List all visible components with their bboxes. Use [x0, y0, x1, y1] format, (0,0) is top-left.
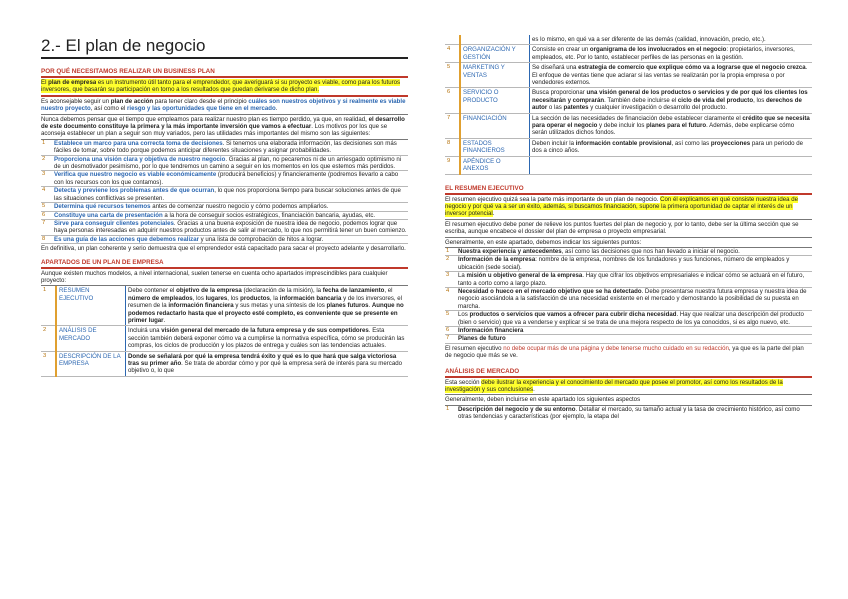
table-row [445, 35, 812, 45]
row-number: 5 [445, 63, 460, 88]
row-description: Incluirá una visión general del mercado de la futura empresa y de sus competidores. Esta sección también deberá exponer cómo va a cumplirse la normativa específica, cómo se producirán las compras, los ciclos de producción y los plazos de entrega y cuáles son las tendencias actuales. [126, 326, 409, 351]
list-item [41, 236, 408, 244]
row-description: Deben incluir la información contable provisional, así como las proyecciones para un periodo de dos a cinco años. [530, 138, 813, 156]
item-number: 6 [42, 211, 46, 218]
item-number: 3 [446, 272, 450, 279]
row-label: FINANCIACIÓN [460, 113, 530, 138]
list-item: 2 Información de la empresa: nombre de la empresa, nombres de los fundadores y sus funciones, número de empleados y ubicación (sede social). [445, 256, 812, 272]
row-label: ORGANIZACIÓN Y GESTIÓN [460, 45, 530, 63]
row-number: 7 [445, 113, 460, 138]
list-item [41, 212, 408, 220]
right-column [445, 0, 812, 421]
list-item: 4 Necesidad o hueco en el mercado objetivo que se ha detectado. Debe presentarse nuestra futura empresa y nuestra idea de negocio asociándola a la satisfacción de una necesidad existente en el mercado y demostrando la posibilidad de su puesta en marcha. [445, 288, 812, 311]
row-description: La sección de las necesidades de financiación debe establecer claramente el crédito que se necesita para operar el negocio y debe incluir los planes para el futuro. Además, debe explicarse cómo serán utilizados dichos fondos. [530, 113, 813, 138]
sections-table [41, 286, 408, 376]
item-number: 2 [42, 155, 46, 162]
text: plan de acción [110, 97, 154, 105]
row-label: DESCRIPCIÓN DE LA EMPRESA [56, 351, 126, 376]
table-row [445, 63, 812, 88]
text: Sirve para conseguir clientes potenciales [54, 219, 174, 227]
text: Determina qué recursos tenemos [54, 203, 151, 211]
row-label: ESTADOS FINANCIEROS [460, 138, 530, 156]
list-item [41, 171, 408, 187]
text: es un instrumento útil tanto para el emprendedor, que averiguará si su proyecto es viable, como para los futuros inversores, que basarán su participación en torno a los resultados que puedan derivarse de dicho plan. [41, 79, 401, 94]
text: Establece un marco para una correcta toma de decisiones [54, 139, 223, 147]
text: , ya que es la parte del plan de negocio que más se ve. [445, 344, 804, 360]
item-number: 6 [446, 327, 450, 333]
item-number: 4 [42, 187, 46, 194]
list-item [41, 203, 408, 211]
table-row [41, 351, 408, 376]
text: Nunca debemos pensar que el tiempo que empleamos para realizar nuestro plan es tiempo perdido, ya que, en realidad, [41, 115, 369, 123]
text: no debe ocupar más de una página y debe tenerse mucho cuidado en su redacción [503, 344, 729, 352]
section-title-market: ANÁLISIS DE MERCADO [445, 367, 520, 375]
table-row [445, 45, 812, 63]
row-number: 8 [445, 138, 460, 156]
list-item [41, 187, 408, 203]
text: el desarrollo de este documento constituye la primera y la más importante inversión que vamos a efectuar [41, 115, 405, 131]
paragraph: Generalmente, deben incluirse en este apartado los siguientes aspectos [445, 395, 812, 405]
item-number: 1 [446, 247, 450, 254]
text: . Gracias al plan, no pecaremos ni de un arriesgado optimismo ni de un desmotivador pesimismo, por lo que tendremos un camino a seguir en los momentos en los que estemos más perdidos. [54, 155, 402, 171]
item-number: 1 [446, 405, 450, 412]
paragraph [41, 97, 408, 115]
executive-points-list [445, 248, 812, 344]
item-number: 1 [42, 139, 46, 146]
text: . [492, 210, 495, 218]
row-number [445, 35, 460, 45]
table-row [445, 113, 812, 138]
row-label: MARKETING Y VENTAS [460, 63, 530, 88]
text: El resumen ejecutivo [445, 344, 504, 352]
row-description: Busca proporcionar una visión general de los productos o servicios y de por qué los clientes los necesitarán y comprarán. También debe incluirse el ciclo de vida del producto, los derechos de autor o las patentes y cualquier investigación o desarrollo del producto. [530, 88, 813, 113]
table-row [41, 286, 408, 326]
item-number: 7 [42, 219, 46, 226]
text: antes de comenzar nuestro negocio y cómo podemos ampliarlos. [150, 203, 329, 211]
text: Verifica que nuestro negocio es viable económicamente [54, 171, 217, 179]
list-item: 1 Descripción del negocio y de su entorno. Detallar el mercado, su tamaño actual y la tasa de crecimiento histórico, así como otras tendencias y características (por ejemplo, la etapa del [446, 405, 800, 421]
text: Detecta y previene los problemas antes de que ocurran [54, 187, 215, 195]
item-number: 5 [446, 311, 450, 318]
row-label: RESUMEN EJECUTIVO [56, 286, 126, 326]
paragraph: El resumen ejecutivo debe poner de relieve los puntos fuertes del plan de negocio y, por lo tanto, debe ser la última sección que se escriba, aunque encabece el dossier del plan de empresa o proyecto empresarial. [445, 220, 812, 238]
section-title-sections: APARTADOS DE UN PLAN DE EMPRESA [41, 258, 164, 266]
table-row [445, 156, 812, 174]
text: cuáles son nuestros objetivos y si realmente es viable nuestro proyecto [41, 97, 406, 113]
table-row [445, 138, 812, 156]
paragraph [41, 115, 408, 140]
sections-table-cont [445, 35, 812, 175]
paragraph [445, 195, 812, 220]
table-row [445, 88, 812, 113]
text: debe ilustrar la experiencia y el conocimiento del mercado que posee el promotor, así como los resultados de la investigación y sus conclusiones [445, 378, 783, 394]
list-item [41, 156, 408, 172]
item-number: 4 [446, 287, 450, 294]
row-number: 3 [41, 351, 56, 376]
row-description: Debe contener el objetivo de la empresa (declaración de la misión), la fecha de lanzamiento, el número de empleados, los lugares, los productos, la información bancaria y de los inversores, el resumen de la información financiera y sus metas y una síntesis de los planes futuros. Aunque no podemos redactarlo hasta que el proyecto esté completo, es conveniente que se presente en primer lugar. [126, 286, 409, 326]
row-description [530, 156, 813, 174]
list-item: 7 Planes de futuro [445, 335, 812, 343]
text: El [41, 79, 49, 86]
section-title-executive: EL RESUMEN EJECUTIVO [445, 184, 524, 192]
text: . Los motivos por los que se aconseja establecer un plan a seguir son muy variados, pero las utilidades más importantes del mismo son las siguientes: [41, 123, 388, 138]
text: El resumen ejecutivo quizá sea la parte más importante de un plan de negocio. [445, 195, 661, 203]
text: Con él explicamos en qué consiste nuestra idea de negocio y por qué va a ser un éxito, además, si buscamos financiación, supone la primera oportunidad de captar el interés de un inversor potencial [445, 195, 798, 218]
item-number: 8 [42, 235, 46, 242]
row-number: 4 [445, 45, 460, 63]
text: riesgo y las oportunidades que tiene en el mercado [127, 105, 276, 113]
row-label: APÉNDICE O ANEXOS [460, 156, 530, 174]
paragraph: Aunque existen muchos modelos, a nivel internacional, suelen tenerse en cuenta ocho apartados imprescindibles para cualquier proyecto: [41, 269, 408, 287]
paragraph [41, 78, 408, 97]
text: , lo que nos proporciona tiempo para buscar soluciones antes de que las situaciones conflictivas se presenten. [54, 187, 401, 202]
paragraph: Generalmente, en este apartado, debemos indicar los siguientes puntos: [445, 238, 812, 248]
row-number: 6 [445, 88, 460, 113]
list-item [41, 140, 408, 156]
item-number: 3 [42, 171, 46, 178]
row-description: Donde se señalará por qué la empresa tendrá éxito y qué es lo que hará que salga victoriosa tras su primer año. Se trata de abordar cómo y por qué la empresa será de interés para su mercado objetivo o, lo que [126, 351, 409, 376]
text: Es aconsejable seguir un [41, 97, 111, 105]
text: plan de empresa [48, 79, 97, 86]
text: y una lista de comprobación de hitos a lograr. [198, 235, 324, 243]
market-list [445, 406, 812, 421]
row-label [460, 35, 530, 45]
row-label: ANÁLISIS DE MERCADO [56, 326, 126, 351]
item-number: 7 [446, 335, 450, 342]
table-row [41, 326, 408, 351]
row-description: Se diseñará una estrategia de comercio que explique cómo va a lograrse que el negocio crezca. El enfoque de ventas tiene que aclarar si las ventas se realizarán por la propia empresa o por vendedores externos. [530, 63, 813, 88]
benefits-list [41, 140, 408, 244]
row-description: es lo mismo, en qué va a ser diferente de las demás (calidad, innovación, precio, etc.). [530, 35, 813, 45]
list-item: 6 Información financiera [445, 327, 812, 335]
paragraph [445, 378, 812, 396]
item-number: 5 [42, 203, 46, 210]
page-title: 2.- El plan de negocio [41, 36, 408, 59]
text: Proporciona una visión clara y objetiva de nuestro negocio [54, 155, 226, 163]
row-description: Consiste en crear un organigrama de los involucrados en el negocio: propietarios, inversores, empleados, etc. Por lo tanto, establecer perfiles de las personas en la gestión. [530, 45, 813, 63]
row-number: 1 [41, 286, 56, 326]
text: , así como el [90, 105, 128, 113]
section-title-why: POR QUÉ NECESITAMOS REALIZAR UN BUSINESS PLAN [41, 68, 215, 75]
list-item: 3 La misión u objetivo general de la empresa. Hay que cifrar los objetivos empresariales e indicar cómo se actuará en el futuro, tanto a corto como a largo plazo. [445, 272, 812, 288]
text: . Gracias a una buena exposición de nuestra idea de negocio, podemos lograr que haya personas interesadas en adquirir nuestros productos antes de salir al mercado, lo que nos permitirá tener un buen comienzo. [54, 219, 407, 235]
list-item: 1 Nuestra experiencia y antecedentes, así como las decisiones que nos han llevado a iniciar el negocio. [445, 248, 812, 256]
text: a la hora de conseguir socios estratégicos, financiación bancaria, ayudas, etc. [162, 211, 376, 219]
text: Esta sección [445, 378, 482, 386]
text: Constituye una carta de presentación [54, 211, 163, 219]
list-item: 5 Los productos o servicios que vamos a ofrecer para cubrir dicha necesidad. Hay que realizar una descripción del producto (bien o servicio) que va a venderse y explicar si se trata de una mejora respecto de los ya conocidos, si es algo nuevo, etc. [445, 311, 812, 327]
list-item [41, 220, 408, 236]
left-column [41, 0, 408, 377]
text: (producirá beneficios) y financieramente (podremos llevarlo a cabo con los recursos con los que contamos). [54, 171, 399, 186]
text: . Si tenemos una elaborada información, las decisiones son más fáciles de tomar, sobre todo porque podemos anticipar diferentes situaciones y asignar probabilidades. [54, 139, 397, 155]
row-label: SERVICIO O PRODUCTO [460, 88, 530, 113]
text: para tener claro desde el principio [153, 97, 249, 105]
item-number: 2 [446, 256, 450, 263]
text: Es una guía de las acciones que debemos realizar [54, 235, 199, 243]
row-number: 2 [41, 326, 56, 351]
paragraph: En definitiva, un plan coherente y serio demuestra que el emprendedor está capacitado para sacar el proyecto adelante y desarrollarlo. [41, 245, 406, 253]
text: . [533, 386, 535, 394]
text: . [275, 105, 278, 113]
paragraph [445, 344, 812, 361]
row-number: 9 [445, 156, 460, 174]
